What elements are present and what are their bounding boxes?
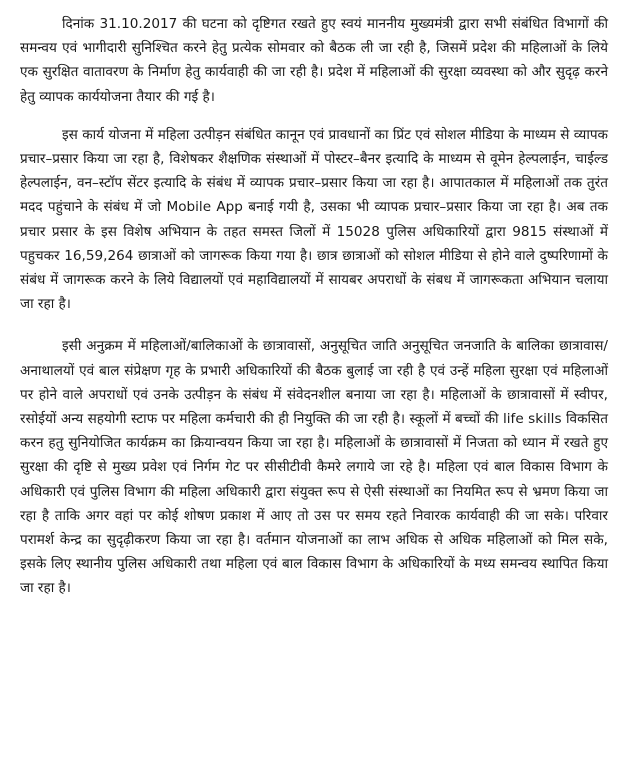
document-body (20, 12, 608, 601)
paragraph-weekly-meetings: दिनांक 31.10.2017 की घटना को दृष्टिगत रखते हुए स्वयं माननीय मुख्यमंत्री द्वारा सभी संबंधित विभागों की समन्वय एवं भागीदारी सुनिश्चित करने हेतु प्रत्येक सोमवार को बैठक ली जा रही है, जिसमें प्रदेश की महिलाओं के लिये एक सुरक्षित वातावरण के निर्माण हेतु कार्यवाही की जा रही है। प्रदेश में महिलाओं की सुरक्षा व्यवस्था को और सुदृढ़ करने हेतु व्यापक कार्ययोजना तैयार की गई है। (20, 16, 608, 105)
paragraph-awareness-campaign: इस कार्य योजना में महिला उत्पीड़न संबंधित कानून एवं प्रावधानों का प्रिंट एवं सोशल मीडिया के माध्यम से व्यापक प्रचार–प्रसार किया जा रहा है, विशेषकर शैक्षणिक संस्थाओं में पोस्टर–बैनर इत्यादि के माध्यम से वूमेन हेल्पलाईन, चाईल्ड हेल्पलाईन, वन–स्टॉप सेंटर इत्यादि के संबंध में व्यापक प्रचार–प्रसार किया जा रहा है। आपातकाल में महिलाओं तक तुरंत मदद पहुंचाने के संबंध में जो Mobile App बनाई गयी है, उसका भी व्यापक प्रचार–प्रसार किया जा रहा है। अब तक प्रचार प्रसार के इस विशेष अभियान के तहत समस्त जिलों में 15028 पुलिस अधिकारियों द्वारा 9815 संस्थाओं में पहुचकर 16,59,264 छात्राओं को जागरूक किया गया है। छात्र छात्राओं को सोशल मीडिया से होने वाले दुष्परिणामों के संबंध में जागरूक करने के लिये विद्यालयों एवं महाविद्यालयों में सायबर अपराधों के संबध में जागरूकता अभियान चलाया जा रहा है। (20, 126, 608, 313)
paragraph-hostel-safety: इसी अनुक्रम में महिलाओं/बालिकाओं के छात्रावासों, अनुसूचित जाति अनुसूचित जनजाति के बालिका छात्रावास/अनाथालयों एवं बाल संप्रेक्षण गृह के प्रभारी अधिकारियों की बैठक बुलाई जा रही है एवं उन्हें महिला सुरक्षा एवं महिलाओं पर होने वाले अपराधों एवं उनके उत्पीड़न के संबंध में संवेदनशील बनाया जा रहा है। महिलाओं के छात्रावासों में स्वीपर, रसोईयों अन्य सहयोगी स्टाफ पर महिला कर्मचारी की ही नियुक्ति की जा रही है। स्कूलों में बच्चों की life skills विकसित करन हतु सुनियोजित कार्यक्रम का क्रियान्वयन किया जा रहा है। महिलाओं के छात्रावासों में निजता को ध्यान में रखते हुए सुरक्षा की दृष्टि से मुख्य प्रवेश एवं निर्गम गेट पर सीसीटीवी कैमरे लगाये जा रहे है। महिला एवं बाल विकास विभाग के अधिकारी एवं पुलिस विभाग की महिला अधिकारी द्वारा संयुक्त रूप से ऐसी संस्थाओं का नियमित रूप से भ्रमण किया जा रहा है ताकि अगर वहां पर कोई शोषण प्रकाश में आए तो उस पर समय रहते निवारक कार्यवाही की जा सके। परिवार परामर्श केन्द्र का सुदृढ़ीकरण किया जा रहा है। वर्तमान योजनाओं का लाभ अधिक से अधिक महिलाओं को मिल सके, इसके लिए स्थानीय पुलिस अधिकारी तथा महिला एवं बाल विकास विभाग के अधिकारियों के मध्य समन्वय स्थापित किया जा रहा है। (20, 338, 608, 597)
